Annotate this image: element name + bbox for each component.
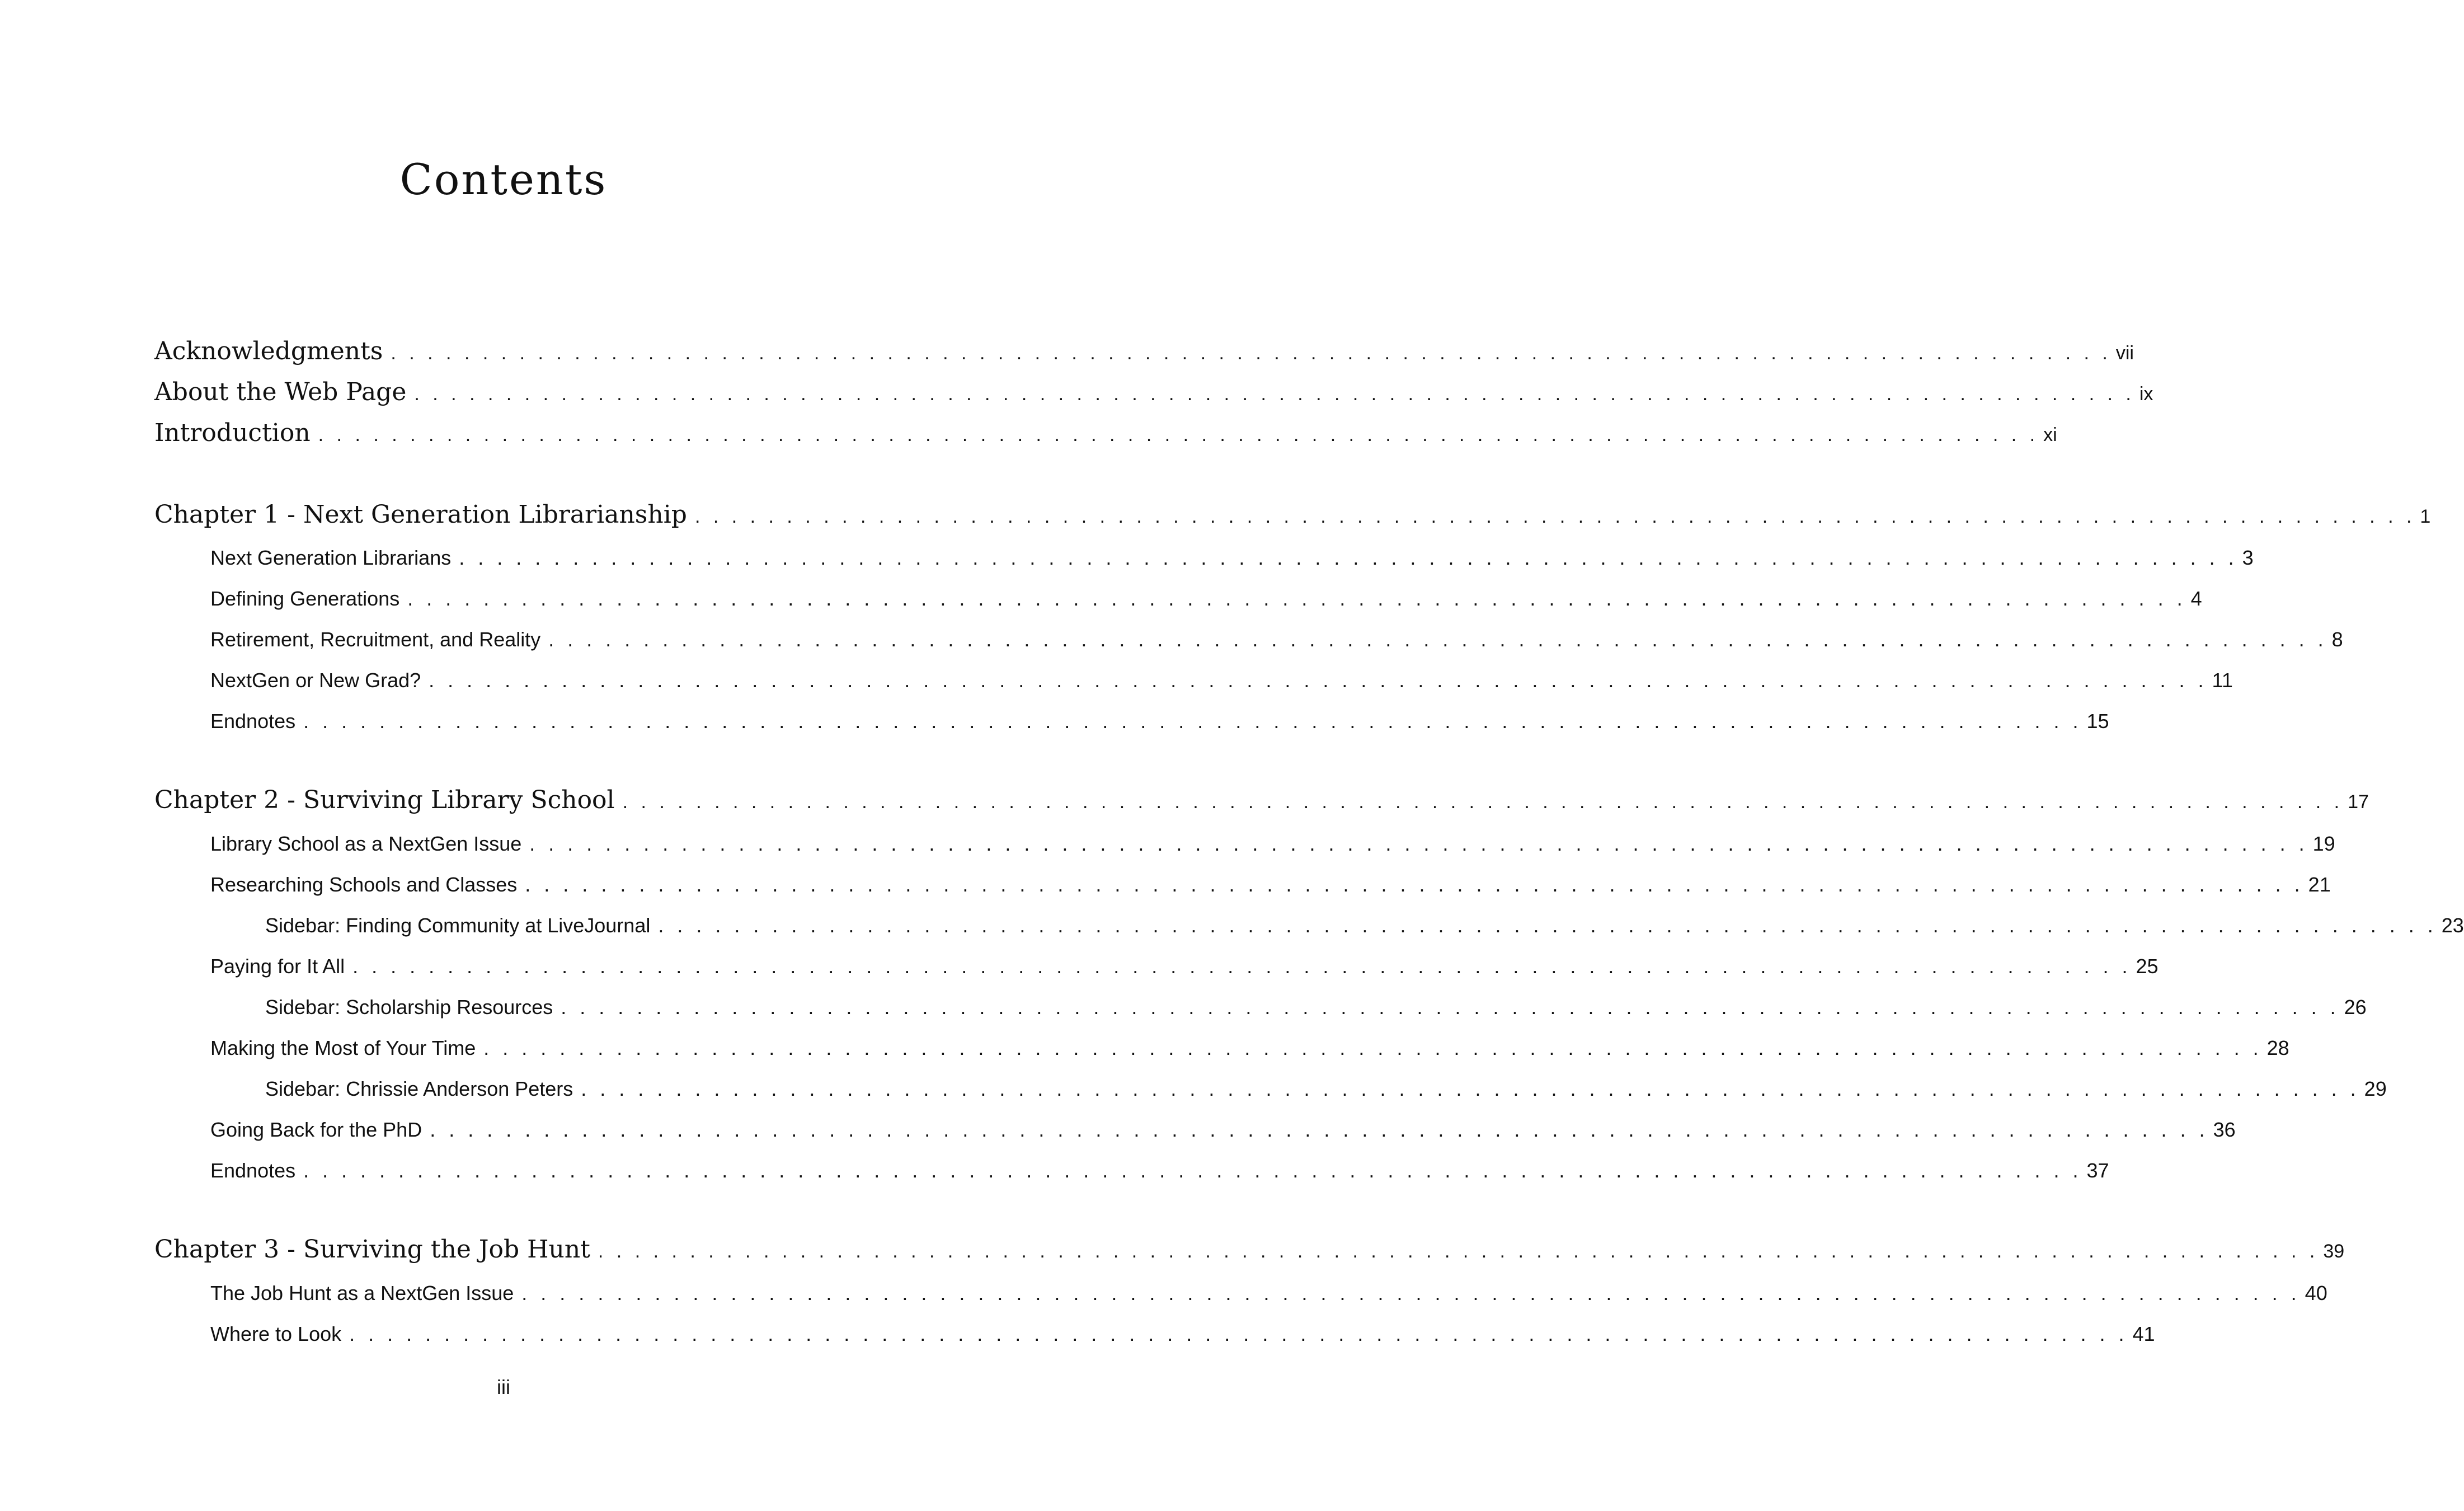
page-title: Contents <box>399 154 608 204</box>
dot-leader: . . . . . . . . . . . . . . . . . . . . . . . . . . . . . . . . . . . . . . . . . . . . . . . . . . . . . . . . . . . . . . . . . . . . . . . . . . . . . . . . . . . . . . . . . . . . . . <box>391 342 2112 364</box>
toc-entry-label: Chapter 3 - Surviving the Job Hunt <box>154 1235 590 1264</box>
toc-entry-label: Chapter 1 - Next Generation Librarianship <box>154 500 687 529</box>
dot-leader: . . . . . . . . . . . . . . . . . . . . . . . . . . . . . . . . . . . . . . . . . . . . . . . . . . . . . . . . . . . . . . . . . . . . . . . . . . . . . . . . . . . . . . . . . . . . . . <box>318 424 2039 445</box>
dot-leader: . . . . . . . . . . . . . . . . . . . . . . . . . . . . . . . . . . . . . . . . . . . . . . . . . . . . . . . . . . . . . . . . . . . . . . . . . . . . . . . . . . . . . . . . . . . . . . <box>303 710 2082 733</box>
dot-leader: . . . . . . . . . . . . . . . . . . . . . . . . . . . . . . . . . . . . . . . . . . . . . . . . . . . . . . . . . . . . . . . . . . . . . . . . . . . . . . . . . . . . . . . . . . . . . . <box>352 955 2132 978</box>
dot-leader: . . . . . . . . . . . . . . . . . . . . . . . . . . . . . . . . . . . . . . . . . . . . . . . . . . . . . . . . . . . . . . . . . . . . . . . . . . . . . . . . . . . . . . . . . . . . . . <box>529 832 2308 855</box>
dot-leader: . . . . . . . . . . . . . . . . . . . . . . . . . . . . . . . . . . . . . . . . . . . . . . . . . . . . . . . . . . . . . . . . . . . . . . . . . . . . . . . . . . . . . . . . . . . . . . <box>303 1159 2082 1182</box>
toc-entry-next-generation-librarians[interactable] <box>210 546 2254 570</box>
toc-page-number: 39 <box>2323 1241 2345 1262</box>
toc-entry-defining-generations[interactable] <box>210 587 2202 611</box>
toc-entry-chapter-3[interactable] <box>154 1235 2345 1264</box>
toc-page-number: 11 <box>2212 669 2233 692</box>
toc-page-number: xi <box>2043 424 2057 445</box>
dot-leader: . . . . . . . . . . . . . . . . . . . . . . . . . . . . . . . . . . . . . . . . . . . . . . . . . . . . . . . . . . . . . . . . . . . . . . . . . . . . . . . . . . . . . . . . . . . . . . <box>561 996 2340 1019</box>
toc-entry-acknowledgments[interactable] <box>154 337 2134 365</box>
toc-page-number: 19 <box>2312 832 2335 855</box>
toc-entry-label: Introduction <box>154 419 311 447</box>
dot-leader: . . . . . . . . . . . . . . . . . . . . . . . . . . . . . . . . . . . . . . . . . . . . . . . . . . . . . . . . . . . . . . . . . . . . . . . . . . . . . . . . . . . . . . . . . . . . . . <box>459 546 2238 569</box>
toc-entry-label: Retirement, Recruitment, and Reality <box>210 628 541 651</box>
toc-page-number: 3 <box>2242 546 2254 569</box>
toc-entry-chapter-2[interactable] <box>154 786 2369 814</box>
toc-page-number: 23 <box>2441 914 2464 937</box>
toc-entry-label: Making the Most of Your Time <box>210 1036 476 1059</box>
toc-page-number: 37 <box>2086 1159 2109 1182</box>
dot-leader: . . . . . . . . . . . . . . . . . . . . . . . . . . . . . . . . . . . . . . . . . . . . . . . . . . . . . . . . . . . . . . . . . . . . . . . . . . . . . . . . . . . . . . . . . . . . . . <box>414 383 2135 405</box>
dot-leader: . . . . . . . . . . . . . . . . . . . . . . . . . . . . . . . . . . . . . . . . . . . . . . . . . . . . . . . . . . . . . . . . . . . . . . . . . . . . . . . . . . . . . . . . . . . . . . <box>525 873 2304 896</box>
toc-entry-label: NextGen or New Grad? <box>210 669 421 692</box>
toc-entry-introduction[interactable] <box>154 419 2057 447</box>
toc-entry-label: Sidebar: Finding Community at LiveJournal <box>265 914 651 937</box>
toc-page-number: 21 <box>2308 873 2331 896</box>
dot-leader: . . . . . . . . . . . . . . . . . . . . . . . . . . . . . . . . . . . . . . . . . . . . . . . . . . . . . . . . . . . . . . . . . . . . . . . . . . . . . . . . . . . . . . . . . . . . . . <box>407 587 2186 610</box>
toc-entry-going-back-phd[interactable] <box>210 1118 2236 1142</box>
dot-leader: . . . . . . . . . . . . . . . . . . . . . . . . . . . . . . . . . . . . . . . . . . . . . . . . . . . . . . . . . . . . . . . . . . . . . . . . . . . . . . . . . . . . . . . . . . . . . . <box>581 1077 2360 1100</box>
toc-entry-about-web-page[interactable] <box>154 378 2153 406</box>
toc-page-number: 15 <box>2086 710 2109 733</box>
toc-entry-label: Defining Generations <box>210 587 400 610</box>
toc-entry-sidebar-scholarship[interactable] <box>265 996 2367 1019</box>
toc-page-number: 41 <box>2132 1322 2155 1345</box>
dot-leader: . . . . . . . . . . . . . . . . . . . . . . . . . . . . . . . . . . . . . . . . . . . . . . . . . . . . . . . . . . . . . . . . . . . . . . . . . . . . . . . . . . . . . . . . . . . . . . <box>483 1036 2263 1059</box>
toc-page-number: ix <box>2139 383 2153 405</box>
dot-leader: . . . . . . . . . . . . . . . . . . . . . . . . . . . . . . . . . . . . . . . . . . . . . . . . . . . . . . . . . . . . . . . . . . . . . . . . . . . . . . . . . . . . . . . . . . . . . . <box>548 628 2327 651</box>
toc-entry-researching-schools[interactable] <box>210 873 2331 897</box>
toc-entry-label: The Job Hunt as a NextGen Issue <box>210 1282 514 1304</box>
toc-entry-retirement-recruitment[interactable] <box>210 628 2343 651</box>
dot-leader: . . . . . . . . . . . . . . . . . . . . . . . . . . . . . . . . . . . . . . . . . . . . . . . . . . . . . . . . . . . . . . . . . . . . . . . . . . . . . . . . . . . . . . . . . . . . . . <box>430 1118 2209 1141</box>
toc-entry-label: Acknowledgments <box>154 337 383 365</box>
dot-leader: . . . . . . . . . . . . . . . . . . . . . . . . . . . . . . . . . . . . . . . . . . . . . . . . . . . . . . . . . . . . . . . . . . . . . . . . . . . . . . . . . . . . . . . . . . . . . . <box>658 914 2437 937</box>
toc-entry-sidebar-livejournal[interactable] <box>265 914 2464 937</box>
toc-entry-label: Chapter 2 - Surviving Library School <box>154 786 615 814</box>
dot-leader: . . . . . . . . . . . . . . . . . . . . . . . . . . . . . . . . . . . . . . . . . . . . . . . . . . . . . . . . . . . . . . . . . . . . . . . . . . . . . . . . . . . . . . . . . . . . . . <box>598 1241 2319 1262</box>
toc-entry-label: Sidebar: Scholarship Resources <box>265 996 553 1019</box>
dot-leader: . . . . . . . . . . . . . . . . . . . . . . . . . . . . . . . . . . . . . . . . . . . . . . . . . . . . . . . . . . . . . . . . . . . . . . . . . . . . . . . . . . . . . . . . . . . . . . <box>349 1322 2128 1345</box>
dot-leader: . . . . . . . . . . . . . . . . . . . . . . . . . . . . . . . . . . . . . . . . . . . . . . . . . . . . . . . . . . . . . . . . . . . . . . . . . . . . . . . . . . . . . . . . . . . . . . <box>694 506 2416 527</box>
toc-entry-paying-for-it-all[interactable] <box>210 955 2159 978</box>
toc-page-number: 1 <box>2420 506 2431 527</box>
toc-page-number: 40 <box>2305 1282 2327 1304</box>
toc-page-number: 4 <box>2190 587 2202 610</box>
toc-entry-label: Sidebar: Chrissie Anderson Peters <box>265 1077 573 1100</box>
dot-leader: . . . . . . . . . . . . . . . . . . . . . . . . . . . . . . . . . . . . . . . . . . . . . . . . . . . . . . . . . . . . . . . . . . . . . . . . . . . . . . . . . . . . . . . . . . . . . . <box>521 1282 2301 1304</box>
toc-entry-endnotes-ch1[interactable] <box>210 710 2109 733</box>
toc-page-number: 28 <box>2266 1036 2289 1059</box>
toc-entry-label: Paying for It All <box>210 955 345 978</box>
toc-entry-nextgen-or-new-grad[interactable] <box>210 669 2233 692</box>
toc-page-number: 25 <box>2136 955 2159 978</box>
toc-entry-chapter-1[interactable] <box>154 500 2431 529</box>
toc-page-number: 29 <box>2364 1077 2387 1100</box>
toc-entry-sidebar-chrissie[interactable] <box>265 1077 2387 1101</box>
toc-entry-endnotes-ch2[interactable] <box>210 1159 2109 1182</box>
toc-page-number: 17 <box>2348 791 2369 813</box>
toc-page-number: 36 <box>2213 1118 2236 1141</box>
toc-entry-label: Endnotes <box>210 1159 296 1182</box>
toc-entry-library-school-nextgen-issue[interactable] <box>210 832 2335 856</box>
toc-entry-label: Going Back for the PhD <box>210 1118 422 1141</box>
page-folio-number: iii <box>497 1376 510 1399</box>
toc-page-number: 26 <box>2344 996 2367 1019</box>
dot-leader: . . . . . . . . . . . . . . . . . . . . . . . . . . . . . . . . . . . . . . . . . . . . . . . . . . . . . . . . . . . . . . . . . . . . . . . . . . . . . . . . . . . . . . . . . . . . . . <box>622 791 2344 813</box>
toc-page-number: 8 <box>2331 628 2343 651</box>
toc-entry-label: Library School as a NextGen Issue <box>210 832 522 855</box>
toc-entry-label: About the Web Page <box>154 378 407 406</box>
dot-leader: . . . . . . . . . . . . . . . . . . . . . . . . . . . . . . . . . . . . . . . . . . . . . . . . . . . . . . . . . . . . . . . . . . . . . . . . . . . . . . . . . . . . . . . . . . . . . . <box>429 669 2208 692</box>
toc-entry-label: Next Generation Librarians <box>210 546 452 569</box>
toc-entry-making-the-most[interactable] <box>210 1036 2289 1060</box>
toc-entry-label: Researching Schools and Classes <box>210 873 518 896</box>
toc-entry-where-to-look[interactable] <box>210 1322 2155 1346</box>
toc-entry-job-hunt-nextgen-issue[interactable] <box>210 1282 2327 1305</box>
toc-page-number: vii <box>2115 342 2134 364</box>
toc-entry-label: Where to Look <box>210 1322 342 1345</box>
toc-entry-label: Endnotes <box>210 710 296 733</box>
